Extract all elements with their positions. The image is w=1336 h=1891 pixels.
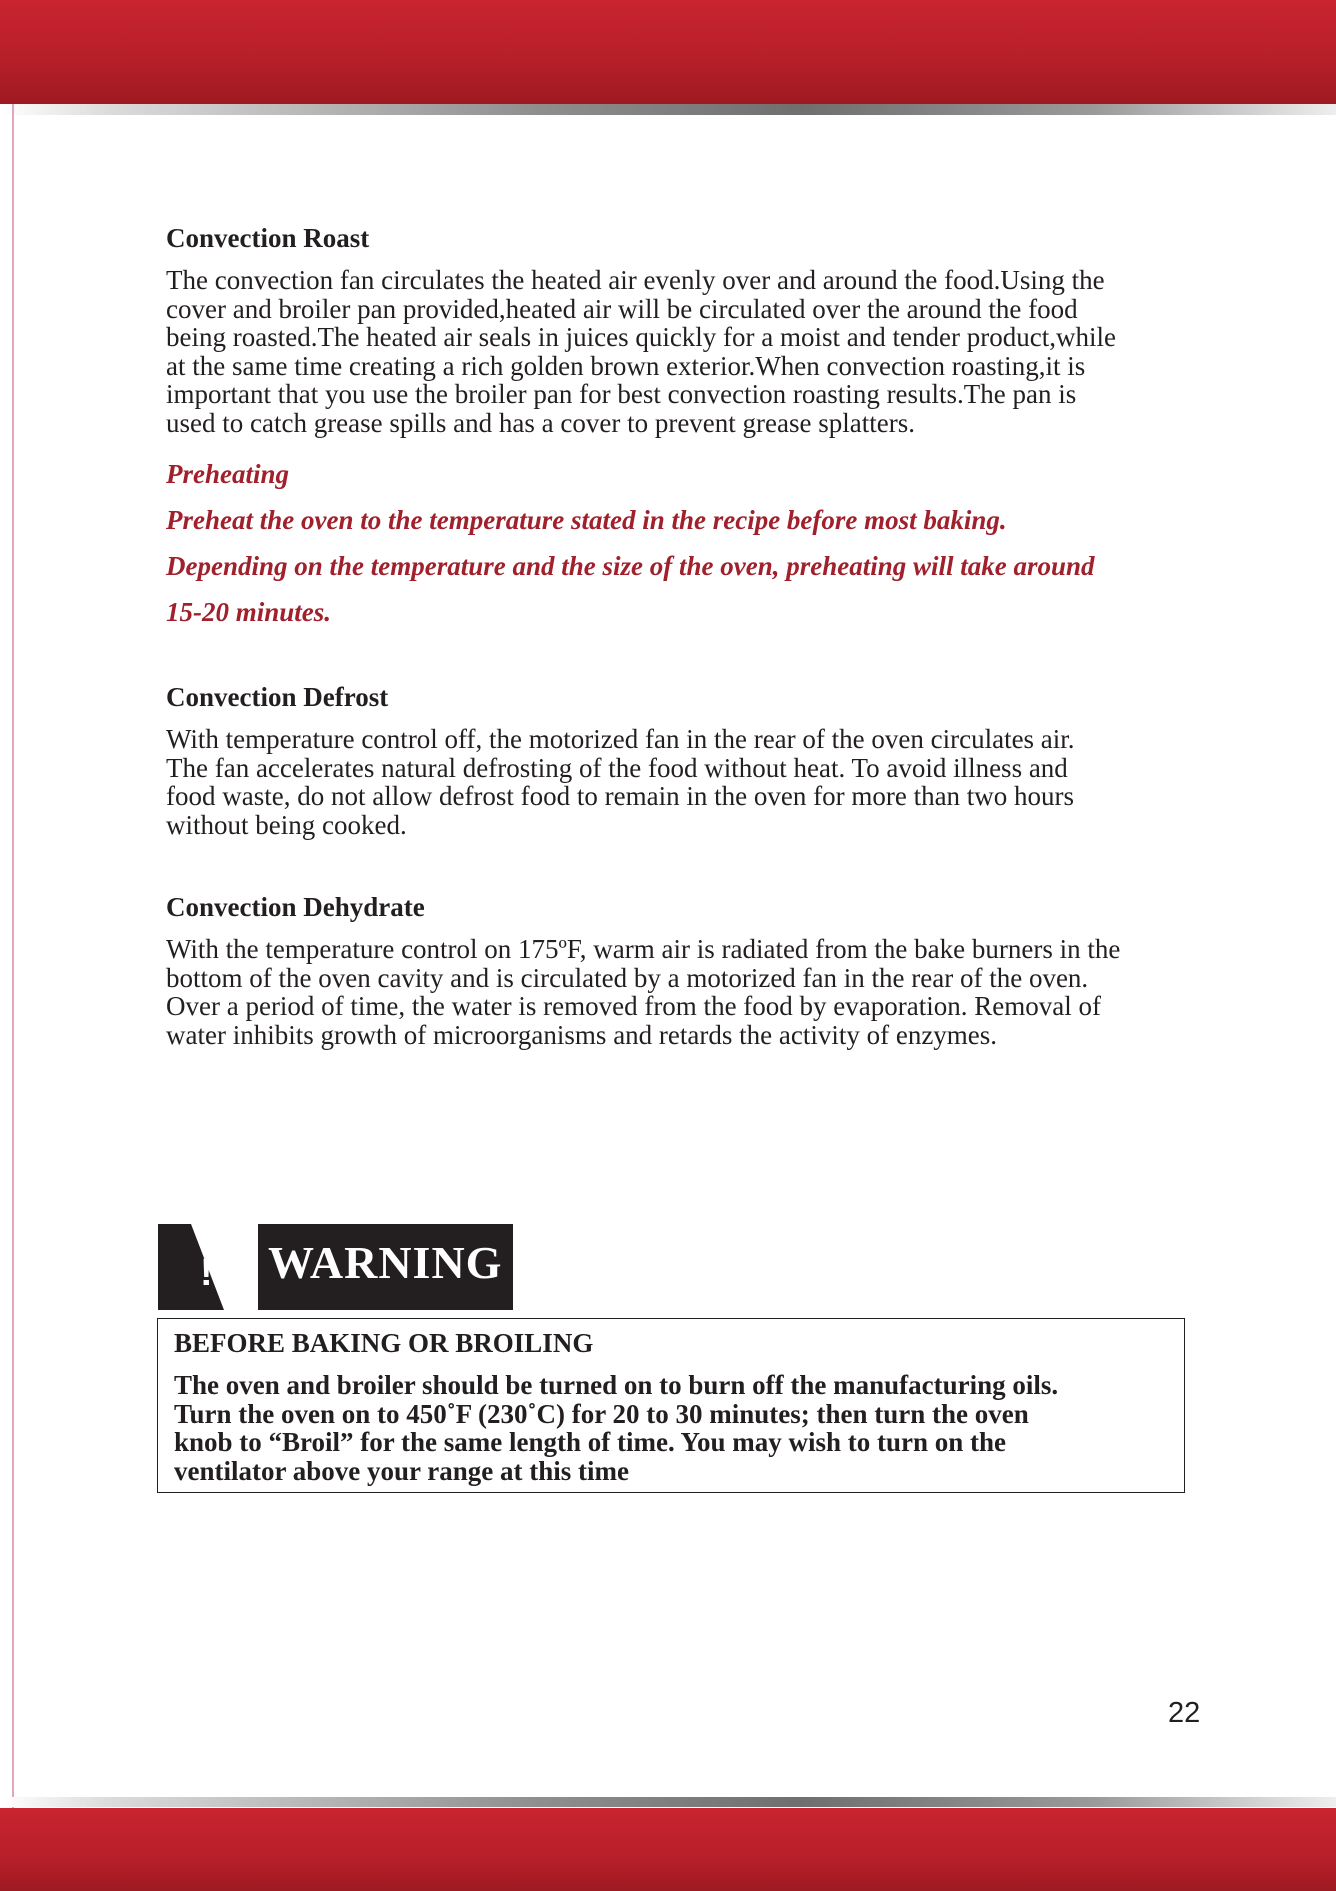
text-line: being roasted.The heated air seals in juices quickly for a moist and tender product,while	[166, 322, 1116, 352]
section-gap	[166, 839, 1226, 889]
text-line: The fan accelerates natural defrosting of the food without heat. To avoid illness and	[166, 752, 1068, 783]
warning-badge	[158, 1224, 513, 1310]
manual-content	[166, 220, 1226, 1049]
convection-defrost-text	[166, 725, 1226, 839]
warning-label: WARNING	[268, 1237, 503, 1288]
section-gap	[166, 635, 1226, 679]
convection-dehydrate-text	[166, 935, 1226, 1049]
text-line: important that you use the broiler pan for best convection roasting results.The pan is	[166, 379, 1077, 409]
footer-divider	[0, 1797, 1336, 1807]
page-number: 22	[1168, 1697, 1201, 1729]
preheating-line: Depending on the temperature and the size of the oven, preheating will take around	[166, 551, 1095, 581]
text-line: The convection fan circulates the heated air evenly over and around the food.Using the	[166, 265, 1105, 295]
preheating-line: Preheat the oven to the temperature stated in the recipe before most baking.	[166, 505, 1007, 535]
text-line: Over a period of time, the water is removed from the food by evaporation. Removal of	[166, 991, 1101, 1021]
page-edge-line	[12, 104, 14, 1808]
text-line: ventilator above your range at this time	[174, 1455, 629, 1486]
header-divider	[0, 104, 1336, 115]
text-line: bottom of the oven cavity and is circulated by a motorized fan in the rear of the oven.	[166, 962, 1089, 993]
text-line: food waste, do not allow defrost food to remain in the oven for more than two hours	[166, 781, 1075, 811]
text-line: knob to “Broil” for the same length of time. You may wish to turn on the	[174, 1427, 1007, 1457]
warning-box	[157, 1318, 1185, 1493]
text-line: at the same time creating a rich golden brown exterior.When convection roasting,it is	[166, 350, 1086, 381]
exclamation-icon: !	[200, 1252, 213, 1294]
text-line: With temperature control off, the motorized fan in the rear of the oven circulates air.	[166, 724, 1075, 754]
text-line: without being cooked.	[166, 809, 407, 840]
text-line: Turn the oven on to 450˚F (230˚C) for 20 to 30 minutes; then turn the oven	[174, 1398, 1029, 1429]
text-line: The oven and broiler should be turned on to burn off the manufacturing oils.	[174, 1370, 1059, 1400]
convection-roast-text	[166, 266, 1226, 437]
section-heading-convection-defrost: Convection Defrost	[166, 682, 389, 712]
preheating-block	[166, 451, 1226, 635]
preheating-line: 15-20 minutes.	[166, 597, 332, 627]
text-line: water inhibits growth of microorganisms and retards the activity of enzymes.	[166, 1019, 998, 1050]
section-heading-convection-roast: Convection Roast	[166, 223, 370, 253]
preheating-heading: Preheating	[166, 459, 290, 489]
header-band	[0, 0, 1336, 104]
section-heading-convection-dehydrate: Convection Dehydrate	[166, 892, 425, 922]
warning-title: BEFORE BAKING OR BROILING	[174, 1328, 594, 1358]
footer-band	[0, 1808, 1336, 1891]
text-line: used to catch grease spills and has a cover to prevent grease splatters.	[166, 407, 915, 438]
text-line: With the temperature control on 175ºF, warm air is radiated from the bake burners in the	[166, 934, 1121, 964]
warning-text	[174, 1371, 1168, 1485]
text-line: cover and broiler pan provided,heated air will be circulated over the around the food	[166, 293, 1078, 324]
